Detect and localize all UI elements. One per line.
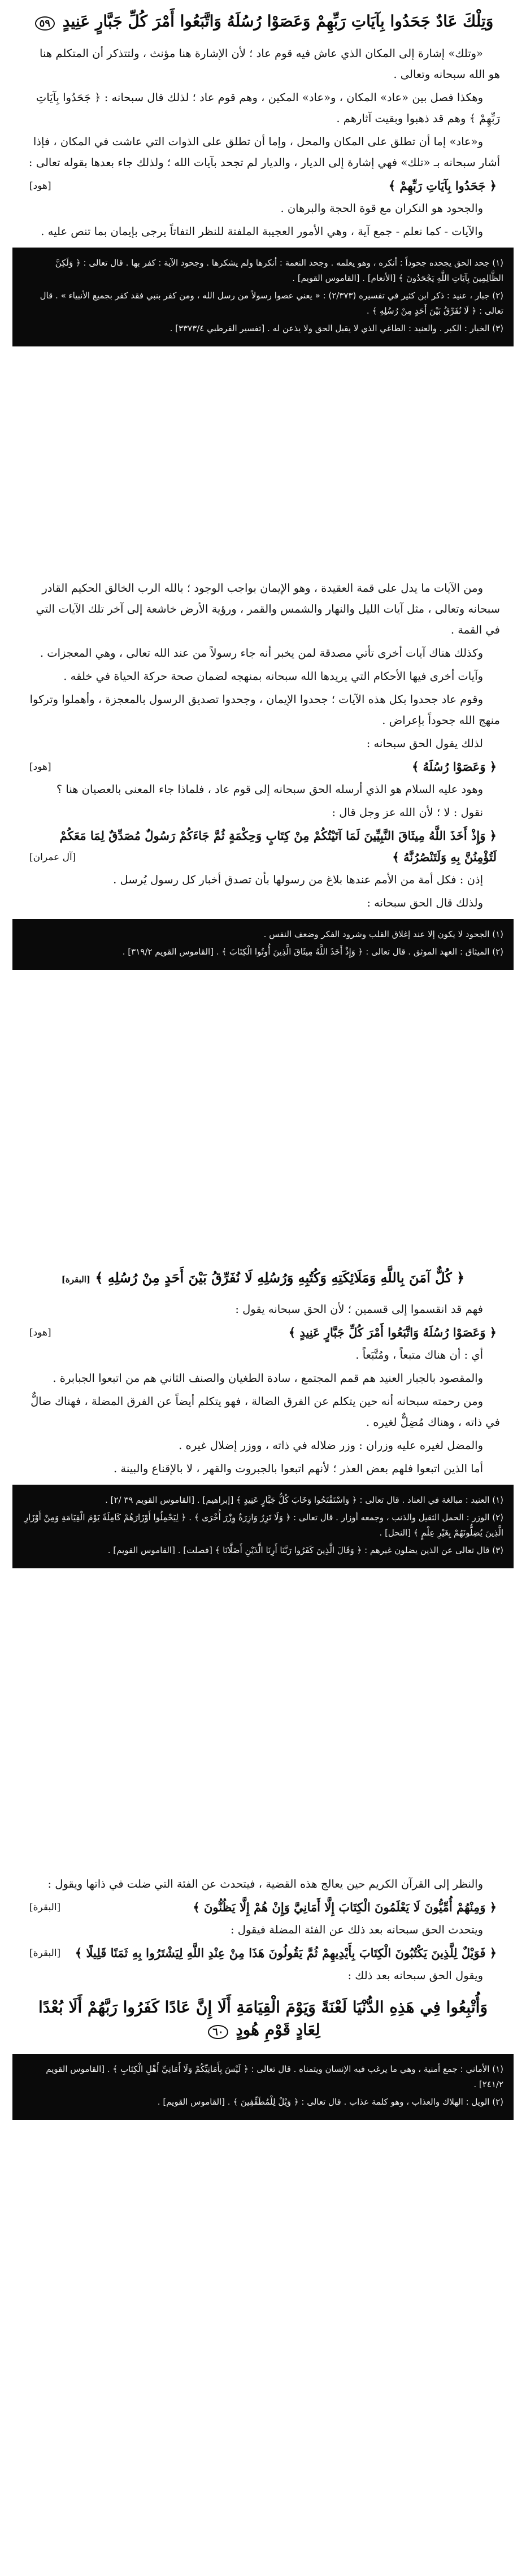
footnotes-block bbox=[12, 2054, 514, 2120]
footnote: (٢) جبار ، عنيد : ذكر ابن كثير في تفسيره (٢/٣٧٣) : « يعني عصوا رسولاً من رسل الله ، ومن كفر بنبي فقد كفر بجميع الأنبياء » . قال تعالى : ﴿ لَا نُفَرِّقُ بَيْنَ أَحَدٍ مِنْ رُسُلِهِ ﴾ . bbox=[40, 290, 503, 316]
page-1 bbox=[12, 0, 514, 570]
paragraph: ومن رحمته سبحانه أنه حين يتكلم عن الفرق الضالة ، فهو يتكلم أيضاً عن الفرق المضلة ، فهناك ضالٌّ في ذاته ، وهناك مُضِلٌّ لغيره . bbox=[31, 1395, 500, 1429]
footnote: (١) الأماني : جمع أمنية ، وهي ما يرغب فيه الإنسان ويتمناه . قال تعالى : ﴿ لَيْسَ بِأَمَانِيِّكُمْ وَلَا أَمَانِيِّ أَهْلِ الْكِتَابِ ﴾ . [القاموس القويم ٢٤١/٢] . bbox=[46, 2064, 503, 2089]
quoted-verse bbox=[29, 175, 497, 197]
page-2 bbox=[12, 570, 514, 1256]
page-3 bbox=[12, 1256, 514, 1874]
paragraph: لذلك يقول الحق سبحانه : bbox=[366, 737, 483, 750]
verse-text: ﴿ وَمِنْهُمْ أُمِّيُّونَ لَا يَعْلَمُونَ الْكِتَابَ إِلَّا أَمَانِيَّ وَإِنْ هُمْ إِلَّا يَظُنُّونَ ﴾ bbox=[193, 1900, 497, 1914]
paragraph: نقول : لا ؛ لأن الله عز وجل قال : bbox=[332, 806, 483, 819]
verse-banner bbox=[26, 1262, 500, 1295]
verse-text: ﴿ فَوَيْلٌ لِلَّذِينَ يَكْتُبُونَ الْكِتَابَ بِأَيْدِيهِمْ ثُمَّ يَقُولُونَ هَذَا مِنْ عِنْدِ اللَّهِ لِيَشْتَرُوا بِهِ ثَمَنًا قَلِيلًا ﴾ bbox=[75, 1946, 497, 1960]
paragraph: والمضل لغيره عليه وزران : وزر ضلاله في ذاته ، ووزر إضلال غيره . bbox=[179, 1439, 483, 1452]
paragraph: ولذلك قال الحق سبحانه : bbox=[367, 896, 483, 909]
paragraph: و«عاد» إما أن تطلق على المكان والمحل ، وإما أن تطلق على الذوات التي عاشت في المكان ، فإذا أشار سبحانه بـ «تلك» فهي إشارة إلى الديار ، والديار لم تجحد بآيات الله ؛ ولذلك جاء بعدها بقوله تعالى : bbox=[28, 135, 500, 169]
footnote: (٣) الخبار : الكبر . والعنيد : الطاغي الذي لا يقبل الحق ولا يذعن له . [تفسير القرطبي ٣٣٧٣/٤] . bbox=[169, 323, 503, 333]
quoted-verse bbox=[29, 825, 497, 868]
verse-source: [هود] bbox=[29, 180, 51, 192]
paragraph: وهكذا فصل بين «عاد» المكان ، و«عاد» المكين ، وهم قوم عاد ؛ لذلك قال سبحانه : ﴿ جَحَدُوا بِآيَاتِ رَبِّهِمْ ﴾ وهم قد ذهبوا وبقيت آثارهم . bbox=[36, 91, 500, 125]
paragraph: «وتلك» إشارة إلى المكان الذي عاش فيه قوم عاد ؛ لأن الإشارة هنا مؤنث ، ولتتذكر أن المتكلم هنا هو الله سبحانه وتعالى . bbox=[40, 47, 500, 81]
footnote: (٢) الويل : الهلاك والعذاب ، وهو كلمة عذاب . قال تعالى : ﴿ وَيْلٌ لِلْمُطَفِّفِينَ ﴾ . [القاموس القويم] . bbox=[157, 2097, 503, 2107]
footnote: (١) العنيد : مبالغة في العناد . قال تعالى : ﴿ وَاسْتَفْتَحُوا وَخَابَ كُلُّ جَبَّارٍ عَنِيدٍ ﴾ [إبراهيم] . [القاموس القويم ٣٩ /٢] . bbox=[105, 1495, 503, 1505]
paragraph: والآيات - كما نعلم - جمع آية ، وهي الأمور العجيبة الملفتة للنظر التفاتاً يرجى بإيمان بما تنص عليه . bbox=[41, 225, 483, 238]
verse-source: [البقرة] bbox=[29, 1902, 61, 1913]
quoted-verse bbox=[29, 756, 497, 778]
footnote: (١) الجحود لا يكون إلا عند إغلاق القلب وشرود الفكر وضعف النفس . bbox=[263, 929, 503, 939]
paragraph: والجحود هو النكران مع قوة الحجة والبرهان . bbox=[280, 202, 483, 215]
page-4 bbox=[12, 1874, 514, 2576]
footnotes-block bbox=[12, 919, 514, 970]
paragraph: وآيات أخرى فيها الأحكام التي يريدها الله سبحانه بمنهجه لضمان صحة حركة الحياة في خلقه . bbox=[63, 670, 483, 683]
paragraph: وهود عليه السلام هو الذي أرسله الحق سبحانه إلى قوم عاد ، فلماذا جاء المعنى بالعصيان هنا ؟ bbox=[56, 783, 483, 796]
paragraph: أي : أن هناك متبعاً ، ومُتَّبَعاً . bbox=[355, 1348, 483, 1361]
footnote: (٢) الميثاق : العهد الموثق . قال تعالى : ﴿ وَإِذْ أَخَذَ اللَّهُ مِيثَاقَ الَّذِينَ أُوتُوا الْكِتَابَ ﴾ . [القاموس القويم ٣١٩/٢] . bbox=[122, 947, 503, 957]
verse-banner bbox=[26, 1992, 500, 2048]
paragraph: فهم قد انقسموا إلى قسمين ؛ لأن الحق سبحانه يقول : bbox=[235, 1303, 483, 1316]
footnote: (١) جحد الحق يجحده جحوداً : أنكره ، وهو يعلمه . وجحد النعمة : أنكرها ولم يشكرها . وجحود الآية : كفر بها . قال تعالى : ﴿ وَلَكِنَّ الظَّالِمِينَ بِآيَاتِ اللَّهِ يَجْحَدُونَ ﴾ [الأنعام] . [القاموس القويم] . bbox=[55, 258, 503, 283]
paragraph: ويتحدث الحق سبحانه بعد ذلك عن الفئة المضلة فيقول : bbox=[230, 1923, 483, 1936]
quoted-verse bbox=[29, 1897, 497, 1918]
verse-text: ﴿ جَحَدُوا بِآيَاتِ رَبِّهِمْ ﴾ bbox=[388, 179, 497, 193]
banner-text: وَتِلْكَ عَادٌ جَحَدُوا بِآيَاتِ رَبِّهِمْ وَعَصَوْا رُسُلَهُ وَاتَّبَعُوا أَمْرَ كُلِّ جَبَّارٍ عَنِيدٍ bbox=[62, 12, 494, 31]
paragraph: أما الذين اتبعوا فلهم بعض العذر ؛ لأنهم اتبعوا بالجبروت والقهر ، لا بالإقناع والبينة . bbox=[114, 1462, 483, 1475]
paragraph: والنظر إلى القرآن الكريم حين يعالج هذه القضية ، فيتحدث عن الفئة التي ضلت في ذاتها ويقول : bbox=[47, 1877, 483, 1890]
footnotes-block bbox=[12, 1485, 514, 1568]
footnote: (٣) قال تعالى عن الذين يضلون غيرهم : ﴿ وَقَالَ الَّذِينَ كَفَرُوا رَبَّنَا أَرِنَا الَّذَيْنِ أَضَلَّانَا ﴾ [فصلت] . [القاموس القويم] . bbox=[107, 1545, 503, 1555]
ayah-number: ٦٠ bbox=[208, 2025, 228, 2039]
quoted-verse bbox=[29, 1322, 497, 1343]
paragraph: إذن : فكل أمة من الأمم عندها بلاغ من رسولها بأن تصدق أخبار كل رسول يُرسل . bbox=[113, 873, 483, 886]
footnotes-block bbox=[12, 248, 514, 346]
verse-text: ﴿ وَعَصَوْا رُسُلَهُ ﴾ bbox=[411, 760, 497, 774]
verse-source: [هود] bbox=[29, 761, 51, 773]
paragraph: وقوم عاد جحدوا بكل هذه الآيات ؛ جحدوا الإيمان ، وجحدوا تصديق الرسول بالمعجزة ، وأهملوا وتركوا منهج الله جحوداً بإعراض . bbox=[29, 693, 500, 727]
verse-source: [آل عمران] bbox=[29, 852, 76, 863]
verse-source: [البقرة] bbox=[29, 1948, 61, 1959]
paragraph: ومن الآيات ما يدل على قمة العقيدة ، وهو الإيمان بواجب الوجود ؛ بالله الرب الخالق الحكيم القادر سبحانه وتعالى ، مثل آيات الليل والنهار والشمس والقمر ، ورؤية الأرض خاشعة إلى آخر تلك الآيات التي في القمة . bbox=[36, 582, 500, 636]
verse-banner bbox=[26, 6, 500, 40]
verse-text: ﴿ وَعَصَوْا رُسُلَهُ وَاتَّبَعُوا أَمْرَ كُلِّ جَبَّارٍ عَنِيدٍ ﴾ bbox=[288, 1325, 497, 1339]
verse-source: [البقرة] bbox=[61, 1274, 90, 1285]
ayah-number: ٥٩ bbox=[35, 16, 55, 31]
paragraph: والمقصود بالجبار العنيد هم قمم المجتمع ، سادة الطغيان والصنف الثاني هم من اتبعوا الجبابرة . bbox=[53, 1372, 483, 1385]
banner-text: ﴿ كُلٌّ آمَنَ بِاللَّهِ وَمَلَائِكَتِهِ وَكُتُبِهِ وَرُسُلِهِ لَا نُفَرِّقُ بَيْنَ أَحَدٍ مِنْ رُسُلِهِ ﴾ bbox=[95, 1269, 465, 1286]
paragraph: وكذلك هناك آيات أخرى تأتي مصدقة لمن يخبر أنه جاء رسولاً من عند الله تعالى ، وهي المعجزات . bbox=[40, 647, 483, 660]
banner-text: وَأُتْبِعُوا فِي هَذِهِ الدُّنْيَا لَعْنَةً وَيَوْمَ الْقِيَامَةِ أَلَا إِنَّ عَادًا كَفَرُوا رَبَّهُمْ أَلَا بُعْدًا لِعَادٍ قَوْمِ هُودٍ bbox=[38, 1998, 488, 2039]
verse-text: ﴿ وَإِذْ أَخَذَ اللَّهُ مِيثَاقَ النَّبِيِّينَ لَمَا آتَيْتُكُمْ مِنْ كِتَابٍ وَحِكْمَةٍ ثُمَّ جَاءَكُمْ رَسُولٌ مُصَدِّقٌ لِمَا مَعَكُمْ لَتُؤْمِنُنَّ بِهِ وَلَتَنْصُرُنَّهُ ﴾ bbox=[59, 829, 497, 864]
verse-source: [هود] bbox=[29, 1327, 51, 1338]
quoted-verse bbox=[29, 1942, 497, 1964]
footnote: (٢) الوزر : الحمل الثقيل والذنب ، وجمعه أوزار . قال تعالى : ﴿ وَلَا تَزِرُ وَازِرَةٌ وِزْرَ أُخْرَى ﴾ . ﴿ لِيَحْمِلُوا أَوْزَارَهُمْ كَامِلَةً يَوْمَ الْقِيَامَةِ وَمِنْ أَوْزَارِ الَّذِينَ يُضِلُّونَهُمْ بِغَيْرِ عِلْمٍ ﴾ [النحل] . bbox=[24, 1512, 503, 1538]
paragraph: ويقول الحق سبحانه بعد ذلك : bbox=[347, 1969, 483, 1982]
